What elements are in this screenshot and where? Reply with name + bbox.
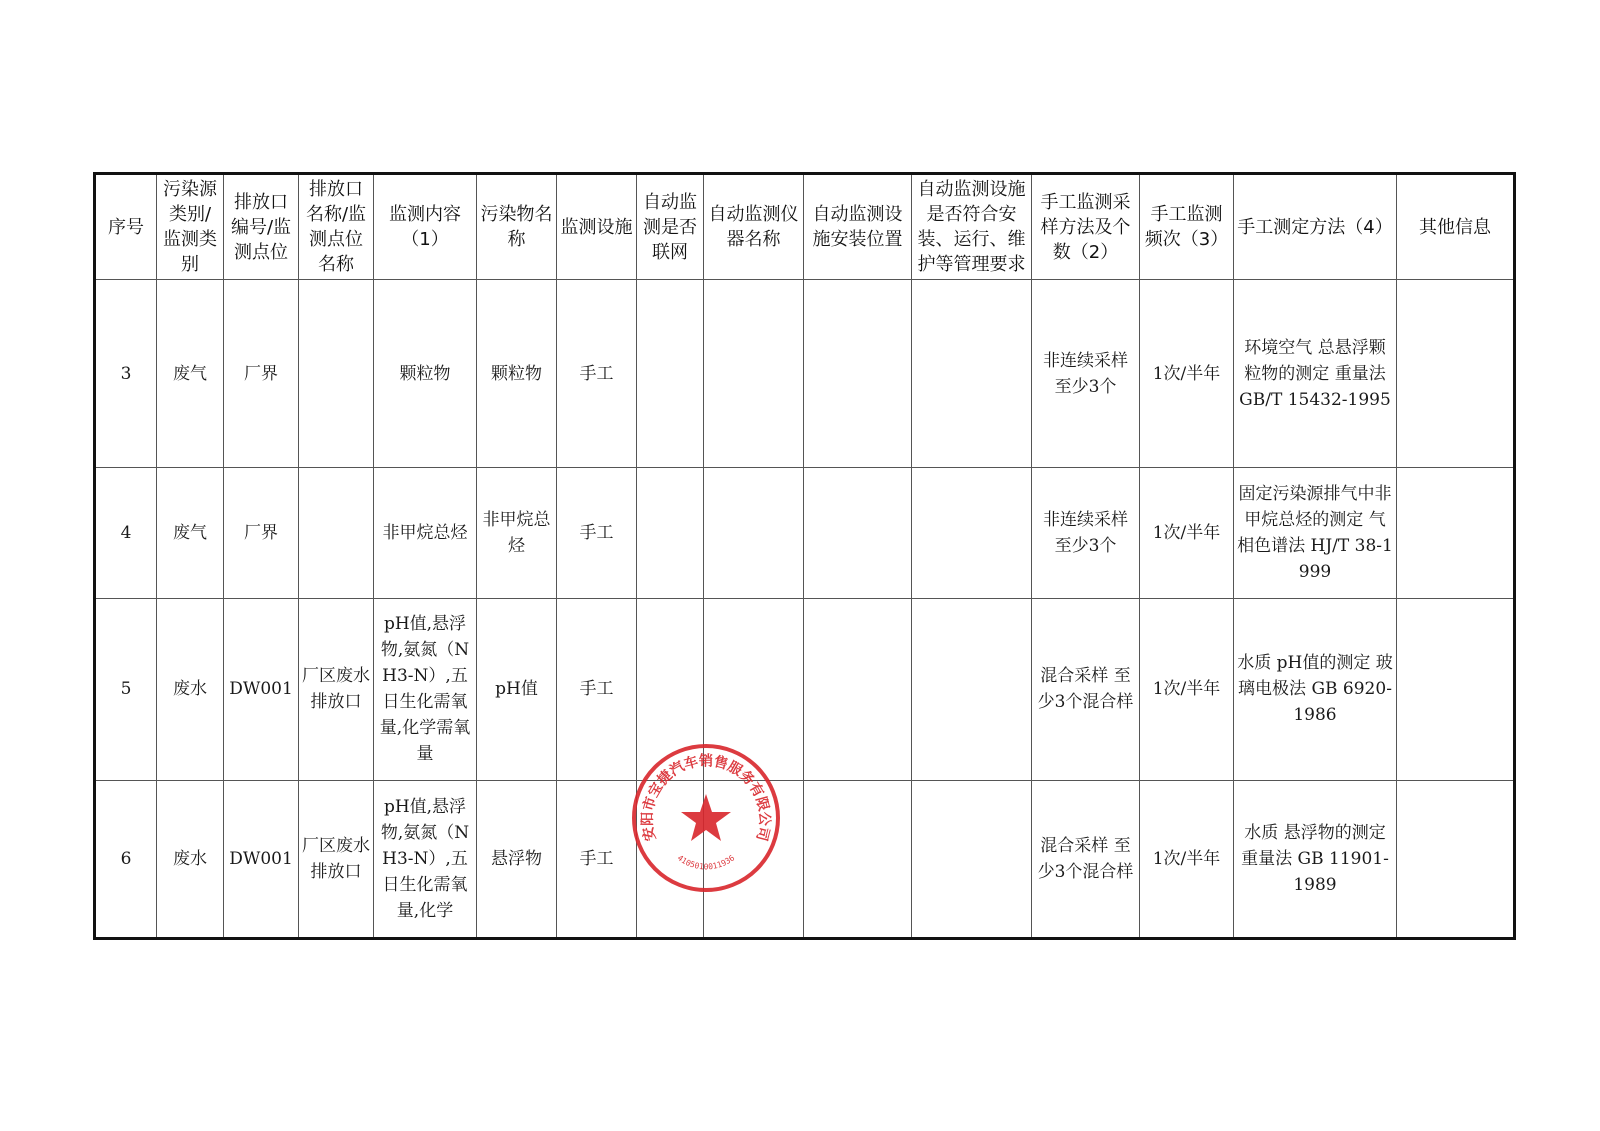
cell-outlet-name: 厂区废水排放口 — [299, 780, 374, 938]
cell-other — [1397, 780, 1515, 938]
cell-auto-compliance — [912, 280, 1032, 468]
header-cell: 监测内容（1） — [374, 174, 477, 280]
cell-auto-compliance — [912, 598, 1032, 780]
table-row — [95, 780, 1515, 938]
table-row — [95, 280, 1515, 468]
company-seal-stamp — [630, 742, 782, 894]
cell-no: 6 — [95, 780, 157, 938]
header-cell: 污染物名称 — [477, 174, 557, 280]
cell-manual-sampling: 混合采样 至少3个混合样 — [1032, 598, 1140, 780]
cell-auto-compliance — [912, 468, 1032, 598]
cell-pollutant: 悬浮物 — [477, 780, 557, 938]
table-header-row — [95, 174, 1515, 280]
cell-manual-sampling: 非连续采样 至少3个 — [1032, 280, 1140, 468]
header-cell: 监测设施 — [557, 174, 637, 280]
cell-auto-online — [637, 468, 704, 598]
cell-pollutant: 颗粒物 — [477, 280, 557, 468]
header-cell: 自动监测是否联网 — [637, 174, 704, 280]
star-icon — [681, 794, 731, 841]
cell-auto-location — [804, 280, 912, 468]
cell-pollutant: 非甲烷总烃 — [477, 468, 557, 598]
cell-manual-frequency: 1次/半年 — [1140, 598, 1234, 780]
header-cell: 手工监测频次（3） — [1140, 174, 1234, 280]
header-cell: 手工监测采样方法及个数（2） — [1032, 174, 1140, 280]
cell-no: 3 — [95, 280, 157, 468]
cell-outlet-name — [299, 280, 374, 468]
cell-manual-method: 环境空气 总悬浮颗粒物的测定 重量法 GB/T 15432-1995 — [1234, 280, 1397, 468]
table-row — [95, 598, 1515, 780]
cell-content: 非甲烷总烃 — [374, 468, 477, 598]
seal-name-text: 安阳市宝捷汽车销售服务有限公司 — [639, 753, 773, 843]
cell-outlet-id: DW001 — [224, 598, 299, 780]
cell-outlet-name: 厂区废水排放口 — [299, 598, 374, 780]
cell-manual-sampling: 非连续采样 至少3个 — [1032, 468, 1140, 598]
cell-auto-location — [804, 468, 912, 598]
header-cell: 序号 — [95, 174, 157, 280]
cell-facility: 手工 — [557, 780, 637, 938]
cell-other — [1397, 598, 1515, 780]
cell-content: pH值,悬浮物,氨氮（NH3-N）,五日生化需氧量,化学需氧量 — [374, 598, 477, 780]
cell-auto-location — [804, 598, 912, 780]
cell-manual-frequency: 1次/半年 — [1140, 280, 1234, 468]
cell-auto-compliance — [912, 780, 1032, 938]
header-cell: 排放口名称/监测点位名称 — [299, 174, 374, 280]
cell-facility: 手工 — [557, 280, 637, 468]
cell-outlet-id: 厂界 — [224, 280, 299, 468]
cell-auto-instrument — [704, 468, 804, 598]
header-cell: 污染源类别/监测类别 — [157, 174, 224, 280]
header-cell: 自动监测设施是否符合安装、运行、维护等管理要求 — [912, 174, 1032, 280]
cell-category: 废气 — [157, 468, 224, 598]
cell-facility: 手工 — [557, 468, 637, 598]
cell-manual-method: 水质 pH值的测定 玻璃电极法 GB 6920-1986 — [1234, 598, 1397, 780]
cell-outlet-id: DW001 — [224, 780, 299, 938]
cell-no: 5 — [95, 598, 157, 780]
cell-content: pH值,悬浮物,氨氮（NH3-N）,五日生化需氧量,化学 — [374, 780, 477, 938]
cell-category: 废水 — [157, 780, 224, 938]
cell-outlet-name — [299, 468, 374, 598]
cell-manual-method: 固定污染源排气中非甲烷总烃的测定 气相色谱法 HJ/T 38-1999 — [1234, 468, 1397, 598]
monitoring-table — [93, 172, 1516, 940]
header-cell: 自动监测设施安装位置 — [804, 174, 912, 280]
cell-manual-method: 水质 悬浮物的测定 重量法 GB 11901-1989 — [1234, 780, 1397, 938]
table-row — [95, 468, 1515, 598]
cell-no: 4 — [95, 468, 157, 598]
header-cell: 其他信息 — [1397, 174, 1515, 280]
header-cell: 手工测定方法（4） — [1234, 174, 1397, 280]
cell-pollutant: pH值 — [477, 598, 557, 780]
cell-manual-frequency: 1次/半年 — [1140, 780, 1234, 938]
cell-other — [1397, 280, 1515, 468]
cell-outlet-id: 厂界 — [224, 468, 299, 598]
cell-category: 废气 — [157, 280, 224, 468]
cell-auto-instrument — [704, 280, 804, 468]
cell-content: 颗粒物 — [374, 280, 477, 468]
cell-auto-online — [637, 280, 704, 468]
header-cell: 排放口编号/监测点位 — [224, 174, 299, 280]
seal-code-text: 4105010011936 — [675, 853, 737, 872]
cell-manual-sampling: 混合采样 至少3个混合样 — [1032, 780, 1140, 938]
header-cell: 自动监测仪器名称 — [704, 174, 804, 280]
cell-category: 废水 — [157, 598, 224, 780]
cell-manual-frequency: 1次/半年 — [1140, 468, 1234, 598]
cell-other — [1397, 468, 1515, 598]
cell-auto-location — [804, 780, 912, 938]
cell-facility: 手工 — [557, 598, 637, 780]
